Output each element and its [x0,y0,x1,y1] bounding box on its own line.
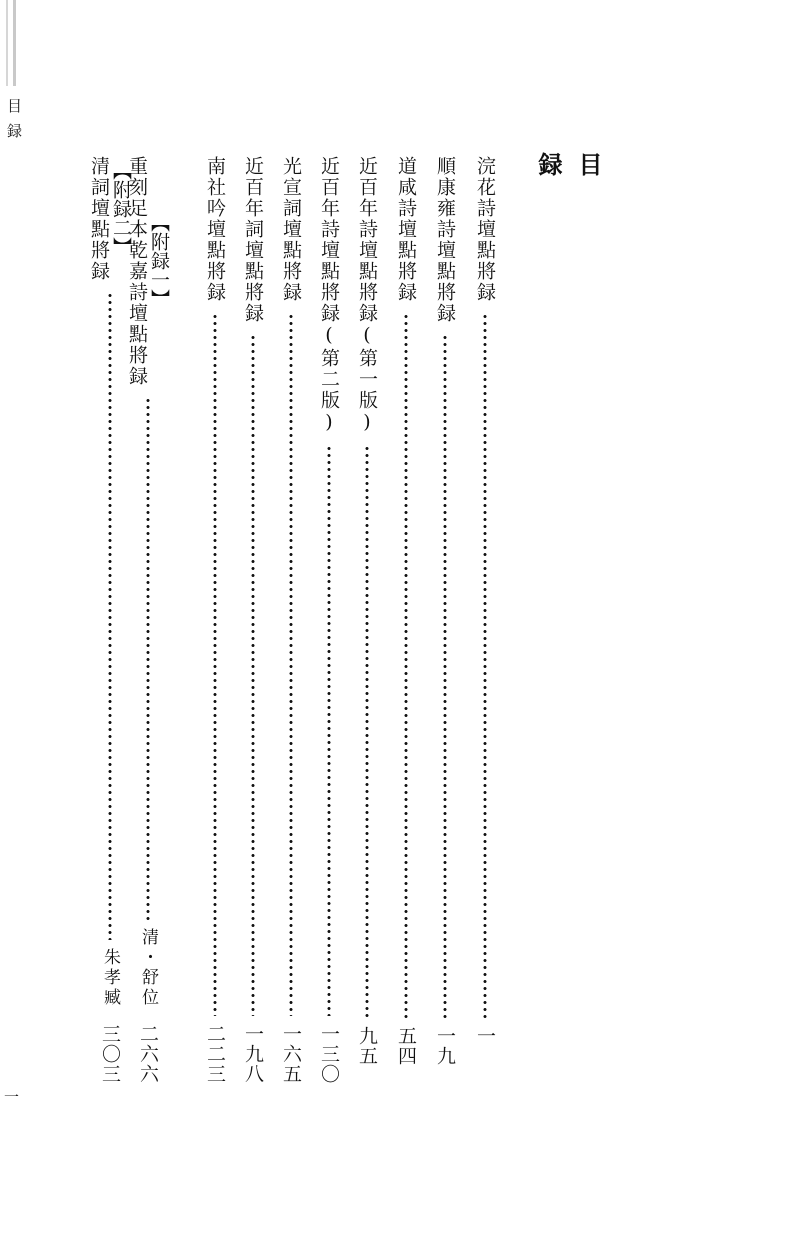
toc-entry-title: 南社吟壇點將録 [204,156,226,303]
appendix-tag: 【附録二】 [110,160,132,256]
toc-entry-title: 近百年詩壇點將録(第二版) [318,156,340,435]
toc-entry-6 [280,156,302,1084]
toc-entry-title: 光宣詞壇點將録 [280,156,302,303]
toc-entry-page: 五四 [395,1026,417,1066]
toc-entry-3 [395,156,417,1084]
leader-dots [365,445,369,1018]
leader-dots [251,334,255,1016]
toc-entry-title: 重刻足本乾嘉詩壇點將録 [126,156,148,387]
toc-appendix-title-block [88,156,132,282]
leader-dots [404,313,408,1018]
toc-entry-author: 朱孝臧 [100,948,120,1008]
leader-dots [443,334,447,1018]
leader-dots [483,313,487,1018]
leader-dots [146,397,150,920]
page-number: 一 [4,1088,20,1106]
page-title: 目 録 [534,152,603,194]
toc-appendix-2 [88,156,132,1084]
toc-entry-title: 浣花詩壇點將録 [474,156,496,303]
toc-appendix-1 [126,156,170,1084]
margin-rule-inner [13,0,16,86]
toc-entry-page: 二二三 [204,1024,226,1084]
toc-entry-title: 道咸詩壇點將録 [395,156,417,303]
toc-entry-author: 清・舒位 [138,928,158,1008]
toc-entry-2 [434,156,456,1084]
toc-entry-4 [356,156,378,1084]
appendix-tag: 【附録一】 [148,213,170,308]
toc-entry-page: 九五 [356,1026,378,1066]
toc-entry-title: 近百年詞壇點將録 [242,156,264,324]
toc-entry-1 [474,156,496,1084]
leader-dots [327,445,331,1016]
toc-entry-page: 一 [474,1026,496,1046]
toc-entry-page: 一九八 [242,1024,264,1084]
leader-dots [108,292,112,940]
toc-entry-8 [204,156,226,1084]
margin-rule-outer [6,0,8,86]
toc-entry-page: 一六五 [280,1024,302,1084]
toc-entry-7 [242,156,264,1084]
toc-entry-title: 清詞壇點將録 [88,156,110,282]
toc-entry-5 [318,156,340,1084]
toc-entry-page: 一三〇 [318,1024,340,1084]
toc-entry-title: 近百年詩壇點將録(第一版) [356,156,378,435]
toc-entry-page: 二六六 [137,1024,159,1084]
leader-dots [213,313,217,1016]
toc-appendix-title-block [126,156,170,387]
toc-entry-title: 順康雍詩壇點將録 [434,156,456,324]
leader-dots [289,313,293,1016]
toc-entry-page: 三〇三 [99,1024,121,1084]
running-head: 目録 [5,98,23,148]
toc-entry-page: 一九 [434,1026,456,1066]
